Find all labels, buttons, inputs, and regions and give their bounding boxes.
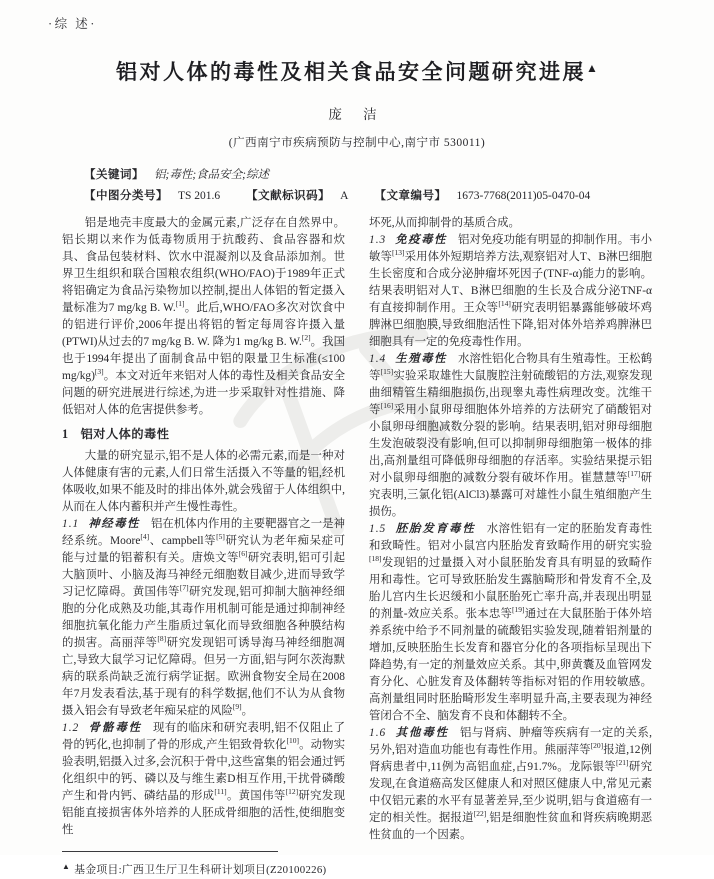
category-label: ·综 述· — [48, 17, 97, 31]
clc-label: 【中图分类号】 — [84, 190, 168, 202]
page-title-text: 铝对人体的毒性及相关食品安全问题研究进展 — [116, 60, 587, 84]
doc-code-value: A — [340, 190, 349, 202]
keywords-value: 铝;毒性;食品安全;综述 — [154, 169, 269, 181]
subsection-paragraph: 1.5 胚胎发育毒性 水溶性铝有一定的胚胎发育毒性和致畸性。铝对小鼠宫内胚胎发育致畸作用的研究实验[18]发现铝的过量摄入对小鼠胚胎发育具有明显的致畸作用和毒性。它可导致胚胎发生露脑畸形和骨发育不全,及胎儿宫内生长迟缓和小鼠胚胎死亡率升高,并表现出明显的剂量-效应关系。张本忠等[19]通过在大鼠胚胎于体外培养系统中给予不同剂量的硫酸铝实验发现,随着铝剂量的增加,反映胚胎生长发育和器官分化的各项指标呈现出下降趋势,有一定的剂量效应关系。其中,卵黄囊及血管网发育分化、心脏发育及体翻转等指标对铝的作用较敏感。高剂量组同时胚胎畸形发生率明显升高,主要表现为神经管闭合不全、脑发育不良和体翻转不全。 — [369, 523, 652, 722]
clc-value: TS 201.6 — [178, 190, 221, 202]
section-heading: 1 铝对人体的毒性 — [62, 427, 170, 441]
meta-classification-line — [84, 186, 652, 207]
keywords-label: 【关键词】 — [84, 169, 144, 181]
doc-code-label: 【文献标识码】 — [246, 190, 331, 202]
body-paragraph: 大量的研究显示,铝不是人体的必需元素,而是一种对人体健康有害的元素,人们日常生活摄入不等量的铝,经机体吸收,如果不能及时的排出体外,就会残留于人体组织中,从而在人体内蓄积并产生慢性毒性。 — [62, 450, 345, 513]
subsection-paragraph: 1.4 生殖毒性 水溶性铝化合物具有生殖毒性。王松鹤等[15]实验采取雄性大鼠腹腔注射硫酸铝的方法,观察发现曲细精管生精细胞损伤,出现睾丸毒性病理改变。沈维干等[16]采用小鼠卵母细胞体外培养的方法研究了硝酸铝对小鼠卵母细胞减数分裂的影响。结果表明,铝对卵母细胞生发泡破裂没有影响,但可以抑制卵母细胞第一极体的排出,高剂量组可降低卵母细胞的存活率。实验结果提示铝对小鼠卵母细胞的减数分裂有破坏作用。崔慧慧等[17]研究表明,三氯化铝(AlCl3)暴露可对雄性小鼠生殖细胞产生损伤。 — [369, 353, 652, 518]
meta-keywords-line — [84, 165, 652, 186]
body-paragraph: 铝是地壳丰度最大的金属元素,广泛存在自然界中。铝长期以来作为低毒物质用于抗酸药、食品容器和炊具、食品包装材料、饮水中混凝剂以及食品添加剂。世界卫生组织和联合国粮农组织(WHO/FAO)于1989年正式将铝确定为食品污染物加以控制,提出人体铝的暂定摄入量标准为7 mg/kg B. W.[1]。此后,WHO/FAO多次对饮食中的铝进行评价,2006年提出将铝的暂定每周容许摄入量(PTWI)从过去的7 mg/kg B. W. 降为1 mg/kg B. W.[2]。我国也于1994年提出了面制食品中铝的限量卫生标准(≤100 mg/kg)[3]。本文对近年来铝对人体的毒性及相关食品安全问题的研究进展进行综述,为进一步采取针对性措施、降低铝对人体的危害提供参考。 — [62, 217, 345, 416]
two-column-body — [62, 215, 652, 879]
subsection-paragraph: 1.3 免疫毒性 铝对免疫功能有明显的抑制作用。韦小敏等[13]采用体外短期培养方法,观察铝对人T、B淋巴细胞生长密度和合成分泌肿瘤坏死因子(TNF-α)能力的影响。结果表明铝对人T、B淋巴细胞的生长及合成分泌TNF-α有直接抑制作用。王众等[14]研究表明铝暴露能够破坏鸡脾淋巴细胞膜,导致细胞活性下降,铝对体外培养鸡脾淋巴细胞具有一定的免疫毒性作用。 — [369, 234, 652, 348]
subsection-paragraph: 1.6 其他毒性 铝与肾病、肿瘤等疾病有一定的关系,另外,铝对造血功能也有毒性作用。熊丽萍等[20]报道,12例肾病患者中,11例为高铝血症,占91.7%。龙际银等[21]研究发现,在食道癌高发区健康人和对照区健康人中,常见元素中仅铝元素的水平有显著差异,至少说明,铝与食道癌有一定的相关性。据报道[22],铝是细胞性贫血和肾疾病晚期恶性贫血的一个因素。 — [369, 727, 652, 841]
left-column — [62, 215, 345, 879]
article-meta — [84, 165, 652, 207]
author-affiliation: (广西南宁市疾病预防与控制中心,南宁市 530011) — [228, 137, 486, 149]
article-id-label: 【文章编号】 — [374, 190, 447, 202]
article-id-value: 1673-7768(2011)05-0470-04 — [456, 190, 591, 202]
footnote — [62, 851, 345, 879]
page-title — [62, 56, 652, 86]
right-column — [369, 215, 652, 879]
footnote-rule — [62, 851, 278, 852]
author-name: 庞 洁 — [328, 107, 386, 122]
body-paragraph: 坏死,从而抑制骨的基质合成。 — [369, 217, 520, 229]
subsection-paragraph: 1.2 骨骼毒性 现有的临床和研究表明,铝不仅阻止了骨的钙化,也抑制了骨的形成,产生铝致骨软化[10]。动物实验表明,铝摄入过多,会沉积于骨中,这些富集的铝会通过钙化组织中的钙、磷以及与维生素D相互作用,干扰骨磷酸产生和骨内钙、磷结晶的形成[11]。黄国伟等[12]研究发现铝能直接损害体外培养的人胚成骨细胞的活性,使细胞变性 — [62, 722, 345, 836]
subsection-paragraph: 1.1 神经毒性 铝在机体内作用的主要靶器官之一是神经系统。Moore[4]、campbell等[5]研究认为老年痴呆症可能与过量的铝蓄积有关。唐焕文等[6]研究表明,铝可引起大脑顶叶、小脑及海马神经元细胞数目减少,进而导致学习记忆障碍。黄国伟等[7]研究发现,铝可抑制大脑神经细胞的分化成熟及功能,其毒作用机制可能是通过抑制神经细胞抗氧化能力产生脂质过氧化而导致细胞各种膜结构的损害。高丽萍等[8]研究发现铝可诱导海马神经细胞凋亡,导致大鼠学习记忆障碍。但另一方面,铝与阿尔茨海默病的联系尚缺乏流行病学证据。欧洲食物安全局在2008年7月发表看法,基于现有的科学数据,他们不认为从食物摄入铝会有导致老年痴呆症的风险[9]。 — [62, 518, 345, 717]
footnote-marker: ▲ — [62, 862, 71, 871]
footnote-text: 基金项目:广西卫生厅卫生科研计划项目(Z20100226) — [74, 864, 327, 876]
title-footnote-marker: ▲ — [586, 61, 598, 75]
